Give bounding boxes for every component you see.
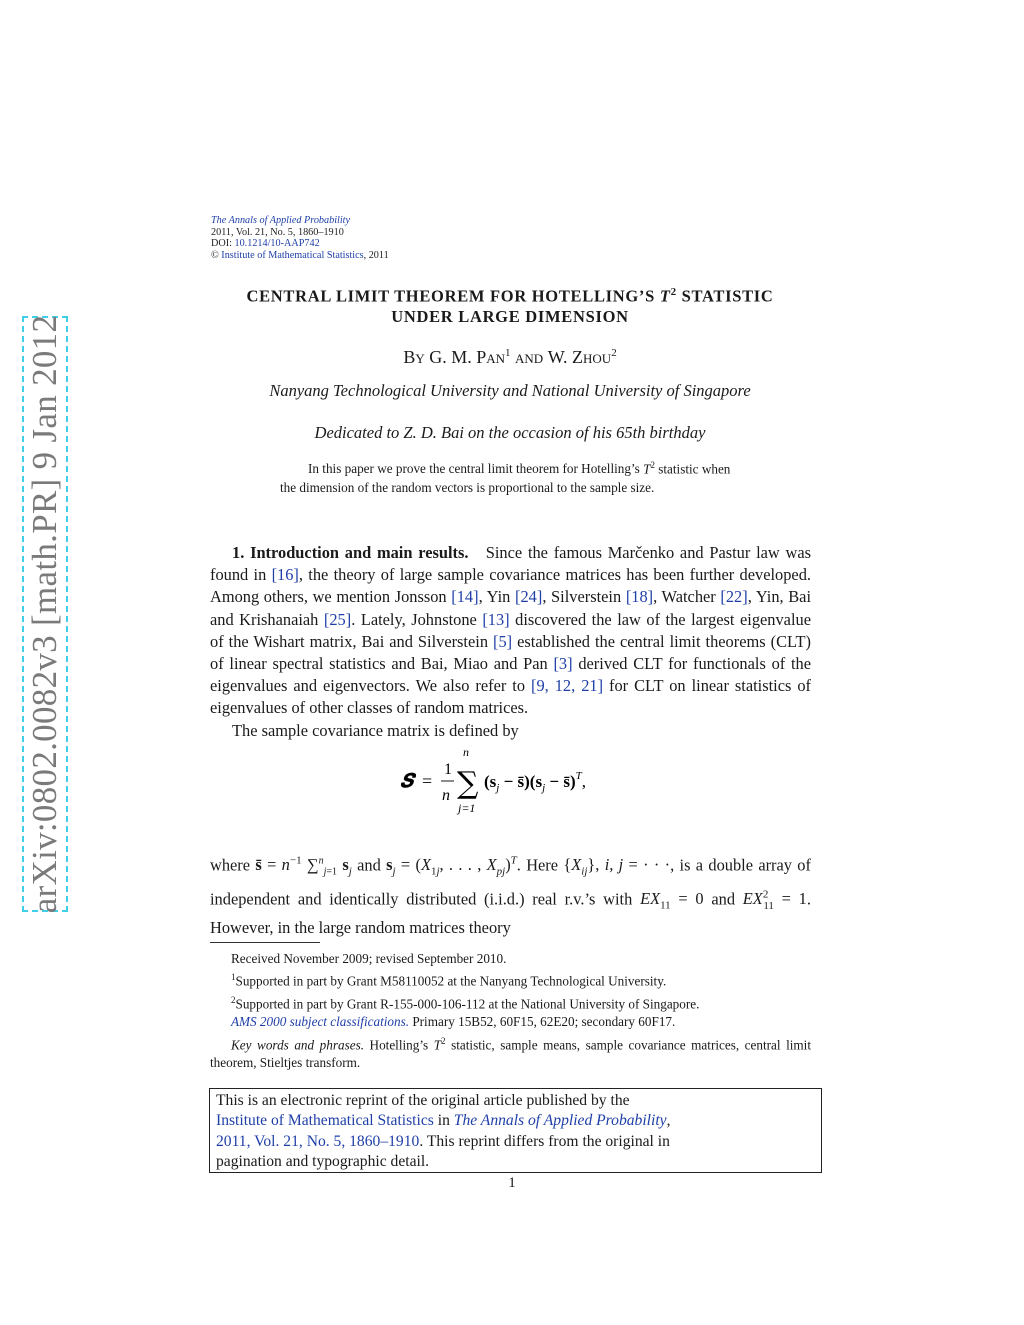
xij-def: $\{X_{ij}\}$, i, j = · · · bbox=[563, 855, 671, 878]
eq-frac-den: n bbox=[442, 787, 450, 804]
dedication: Dedicated to Z. D. Bai on the occasion of his 65th birthday bbox=[314, 423, 706, 442]
reprint-volume-link[interactable]: 2011, Vol. 21, No. 5, 1860–1910 bbox=[216, 1132, 420, 1150]
author-1: G. M. Pan bbox=[429, 347, 506, 367]
abstract-text-b: statistic when the dimension of the random vectors is proportional to the sample size. bbox=[280, 461, 731, 495]
journal-link[interactable]: The Annals of Applied Probability bbox=[211, 215, 351, 226]
eq-sum-top: n bbox=[463, 750, 469, 759]
abstract bbox=[280, 456, 742, 498]
sum-symbol: ∑ bbox=[457, 766, 479, 801]
affiliation: Nanyang Technological University and National University of Singapore bbox=[269, 381, 751, 400]
intro-text: , Silverstein bbox=[542, 587, 626, 607]
abstract-sup: 2 bbox=[650, 460, 655, 470]
author-2-sup: 2 bbox=[611, 347, 617, 359]
doi-link[interactable]: 10.1214/10-AAP742 bbox=[234, 238, 320, 250]
ams-link[interactable]: AMS 2000 subject classifications. bbox=[231, 1014, 410, 1030]
here-text: . Here bbox=[516, 855, 559, 875]
intro-text: derived CLT for functionals of the eigenvalues and eigenvectors. We also refer to bbox=[210, 654, 811, 696]
received-note: Received November 2009; revised September 2010. bbox=[231, 951, 507, 966]
paper-title-line2: UNDER LARGE DIMENSION bbox=[391, 307, 629, 326]
title-sup: 2 bbox=[670, 286, 677, 298]
eq-lhs: 𝑺 bbox=[400, 771, 413, 792]
title-symbol: T bbox=[659, 286, 671, 306]
intro-text: , the theory of large sample covariance matrices has been further developed. Among others, we mention Jonsson bbox=[210, 565, 811, 607]
and-text: and bbox=[357, 855, 381, 875]
footnote-rule bbox=[210, 942, 320, 943]
citation-link[interactable]: [25] bbox=[323, 609, 352, 629]
reprint-notice bbox=[209, 1088, 822, 1173]
eq-body: ($s_j$ − $s̄)(s_j$ − s̄)$^T$, bbox=[484, 770, 586, 794]
intro-text: discovered the law of the largest eigenvalue of the Wishart matrix, Bai and Silverstein bbox=[210, 609, 811, 651]
citation-link[interactable]: [16] bbox=[271, 565, 299, 585]
citation-link[interactable]: [5] bbox=[493, 631, 513, 651]
author-1-sup: 1 bbox=[505, 347, 511, 359]
copyright-year: , 2011 bbox=[363, 249, 389, 261]
intro-text: established the central limit theorems (CLT) of linear spectral statistics and Bai, Miao and Pan bbox=[210, 631, 811, 674]
eq-frac-num: 1 bbox=[444, 761, 452, 778]
intro-paragraph bbox=[210, 542, 811, 742]
intro-text: Since the famous Marčenko and Pastur law was found in bbox=[210, 543, 811, 585]
doi-label: DOI: bbox=[211, 238, 232, 250]
volume-line: 2011, Vol. 21, No. 5, 1860–1910 bbox=[211, 226, 344, 238]
eq-sum-bottom: j=1 bbox=[458, 801, 476, 815]
where-text: where bbox=[210, 855, 251, 875]
authors bbox=[160, 347, 860, 368]
intro-text: , Yin bbox=[478, 587, 516, 607]
copyright-symbol: © bbox=[211, 249, 219, 261]
intro-text: , Yin, Bai and Krishanaiah bbox=[210, 587, 812, 629]
section-number: 1. bbox=[232, 543, 245, 562]
abstract-symbol: T bbox=[643, 461, 651, 477]
citation-link[interactable]: [9, 12, 21] bbox=[531, 676, 604, 696]
reprint-ims-link[interactable]: Institute of Mathematical Statistics bbox=[216, 1112, 434, 1130]
where-paragraph bbox=[210, 850, 811, 939]
tail-text: . However, in the large random matrices theory bbox=[210, 889, 811, 937]
reprint-line4: pagination and typographic detail. bbox=[216, 1153, 430, 1171]
footnotes bbox=[210, 950, 811, 1072]
author-2: W. Zhou bbox=[547, 347, 612, 367]
citation-link[interactable]: [3] bbox=[553, 654, 573, 674]
intro-text: for CLT on linear statistics of eigenvalues of other classes of random matrices. bbox=[210, 676, 811, 718]
ams-classification: AMS 2000 subject classifications. Primary 15B52, 60F15, 62E20; secondary 60F17. bbox=[231, 1014, 676, 1030]
citation-link[interactable]: [14] bbox=[451, 587, 479, 607]
intro-text: . Lately, Johnstone bbox=[351, 609, 483, 629]
definition-sentence: The sample covariance matrix is defined by bbox=[232, 720, 519, 740]
section-heading: Introduction and main results. bbox=[250, 543, 469, 562]
sbar-def: s̄ = $n^{-1}$ ∑$^n_{j=1}$ $s_j$ bbox=[255, 855, 352, 878]
sample-covariance-equation bbox=[400, 750, 660, 830]
arxiv-stamp bbox=[22, 316, 68, 912]
is-text: , is a double array of independent and identically distributed (i.i.d.) real r.v.’s with bbox=[210, 855, 811, 909]
ex2-def: $EX^2_{11} = 1$ bbox=[742, 888, 807, 912]
reprint-line2: Institute of Mathematical Statistics in The Annals of Applied Probability, bbox=[216, 1112, 671, 1130]
journal-header bbox=[211, 215, 389, 261]
reprint-line1: This is an electronic reprint of the original article published by the bbox=[216, 1092, 630, 1109]
and-text-2: and bbox=[711, 889, 736, 909]
citation-link[interactable]: [13] bbox=[482, 609, 510, 629]
intro-text: , Watcher bbox=[653, 587, 721, 607]
reprint-journal-link[interactable]: The Annals of Applied Probability bbox=[453, 1112, 667, 1130]
and-label: and bbox=[515, 347, 544, 367]
ex-def: $EX_{11} = 0$ bbox=[640, 889, 704, 912]
by-label: By bbox=[403, 347, 425, 367]
abstract-text-a: In this paper we prove the central limit theorem for Hotelling’s bbox=[308, 461, 640, 477]
sj-def: $s_j = (X_{1j}$, . . . , $X_{pj})^T$ bbox=[386, 855, 517, 878]
reprint-line3: 2011, Vol. 21, No. 5, 1860–1910. This reprint differs from the original in bbox=[216, 1132, 670, 1150]
eq-equals: = bbox=[422, 771, 433, 791]
title-suffix: STATISTIC bbox=[681, 286, 774, 306]
citation-link[interactable]: [22] bbox=[720, 587, 748, 607]
page-number: 1 bbox=[508, 1175, 516, 1191]
footnote-1: $^1$Supported in part by Grant M58110052 at the Nanyang Technological University. bbox=[231, 972, 667, 989]
citation-link[interactable]: [18] bbox=[625, 587, 654, 607]
citation-link[interactable]: [24] bbox=[515, 587, 543, 607]
footnote-2: $^2$Supported in part by Grant R-155-000-106-112 at the National University of Singapore. bbox=[231, 994, 700, 1012]
keywords: Key words and phrases. Hotelling’s $T^2$ statistic, sample means, sample covariance matrices, central limit theorem, Stieltjes transform. bbox=[210, 1035, 812, 1071]
title-prefix: CENTRAL LIMIT THEOREM FOR HOTELLING’S bbox=[246, 286, 655, 306]
paper-title-line1 bbox=[160, 286, 860, 307]
ims-link[interactable]: Institute of Mathematical Statistics bbox=[221, 249, 364, 261]
arxiv-stamp-text: arXiv:0802.0082v3 [math.PR] 9 Jan 2012 bbox=[25, 314, 64, 914]
